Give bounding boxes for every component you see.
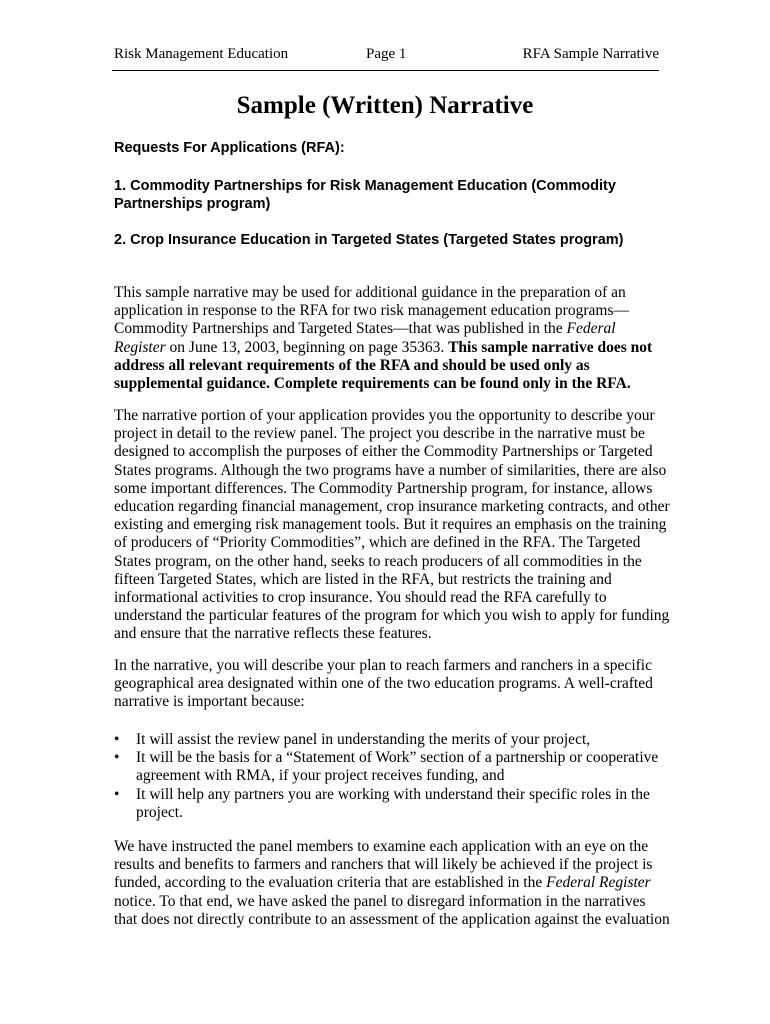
paragraph-evaluation (114, 838, 670, 929)
text-line: narrative is important because: (114, 693, 305, 711)
text-line: fifteen Targeted States, which are listed in the RFA, but restricts the training and (114, 570, 612, 588)
paragraph-plan (114, 657, 666, 712)
federal-register-ref: Federal Register (546, 874, 651, 892)
program-item-2: 2. Crop Insurance Education in Targeted States (Targeted States program) (114, 232, 624, 248)
list-item (114, 749, 666, 785)
text-line: informational activities to crop insurance. You should read the RFA carefully to (114, 589, 607, 607)
text-line: This sample narrative may be used for additional guidance in the preparation of an (114, 284, 626, 301)
bullet-icon: • (114, 731, 120, 748)
text-line: designed to accomplish the purposes of either the Commodity Partnerships or Targeted (114, 443, 653, 461)
paragraph-intro (114, 284, 666, 393)
text-line: existing and emerging risk management tools. But it requires an emphasis on the training (114, 516, 667, 534)
header-left: Risk Management Education (114, 46, 289, 62)
bullet-icon: • (114, 785, 120, 803)
text-line: project in detail to the review panel. The project you describe in the narrative must be (114, 425, 645, 443)
text-line: The narrative portion of your application provides you the opportunity to describe your (114, 407, 655, 424)
text-line: In the narrative, you will describe your plan to reach farmers and ranchers in a specific (114, 657, 652, 674)
benefits-list (114, 731, 666, 822)
bullet-icon: • (114, 749, 120, 767)
document-title: Sample (Written) Narrative (236, 92, 534, 119)
text-line: that does not directly contribute to an assessment of the application against the evaluation (114, 910, 670, 928)
list-item (114, 786, 666, 822)
bold-notice: supplemental guidance. Complete requirements can be found only in the RFA. (114, 375, 631, 393)
text-run: on June 13, 2003, beginning on page 35363. (165, 338, 449, 356)
text-line: States program, on the other hand, seeks to reach producers of all commodities in the (114, 552, 642, 570)
text-line: education regarding financial management, crop insurance marketing contracts, and other (114, 498, 670, 516)
rfa-heading: Requests For Applications (RFA): (114, 140, 345, 156)
bold-notice: This sample narrative does not (448, 338, 653, 356)
program-item-1: 1. Commodity Partnerships for Risk Management Education (Commodity Partnerships program) (114, 178, 616, 212)
text-line: notice. To that end, we have asked the panel to disregard information in the narratives (114, 892, 646, 910)
text-line (114, 874, 666, 892)
text-run: funded, according to the evaluation criteria that are established in the (114, 874, 547, 892)
text-line (114, 339, 666, 357)
list-item (114, 731, 666, 749)
text-line: of producers of “Priority Commodities”, which are defined in the RFA. The Targeted (114, 534, 641, 552)
list-item-text: It will be the basis for a “Statement of Work” section of a partnership or cooperative agreement with RMA, if your project receives funding, and (136, 749, 659, 785)
paragraph-narrative-portion (114, 407, 670, 644)
text-line: geographical area designated within one of the two education programs. A well-crafted (114, 675, 653, 693)
text-line (114, 320, 666, 338)
text-line: some important differences. The Commodity Partnership program, for instance, allows (114, 479, 653, 497)
text-line: results and benefits to farmers and ranchers that will likely be achieved if the project is (114, 856, 653, 874)
text-line: States programs. Although the two programs have a number of similarities, there are also (114, 461, 667, 479)
text-line: application in response to the RFA for two risk management education programs— (114, 302, 629, 320)
list-item-text: It will help any partners you are working with understand their specific roles in the project. (136, 785, 650, 821)
text-line: understand the particular features of the program for which you wish to apply for funding (114, 607, 670, 625)
federal-register-ref: Federal (566, 320, 616, 338)
header-divider (112, 70, 659, 71)
text-line: and ensure that the narrative reflects these features. (114, 625, 432, 643)
text-line: We have instructed the panel members to examine each application with an eye on the (114, 838, 649, 855)
bold-notice: address all relevant requirements of the RFA and should be used only as (114, 356, 590, 374)
header-right: RFA Sample Narrative (522, 46, 659, 62)
federal-register-ref: Register (114, 338, 166, 356)
page-header (114, 46, 659, 66)
text-run: Commodity Partnerships and Targeted States—that was published in the (114, 320, 567, 338)
header-page-number: Page 1 (366, 46, 407, 62)
list-item-text: It will assist the review panel in understanding the merits of your project, (136, 731, 591, 748)
